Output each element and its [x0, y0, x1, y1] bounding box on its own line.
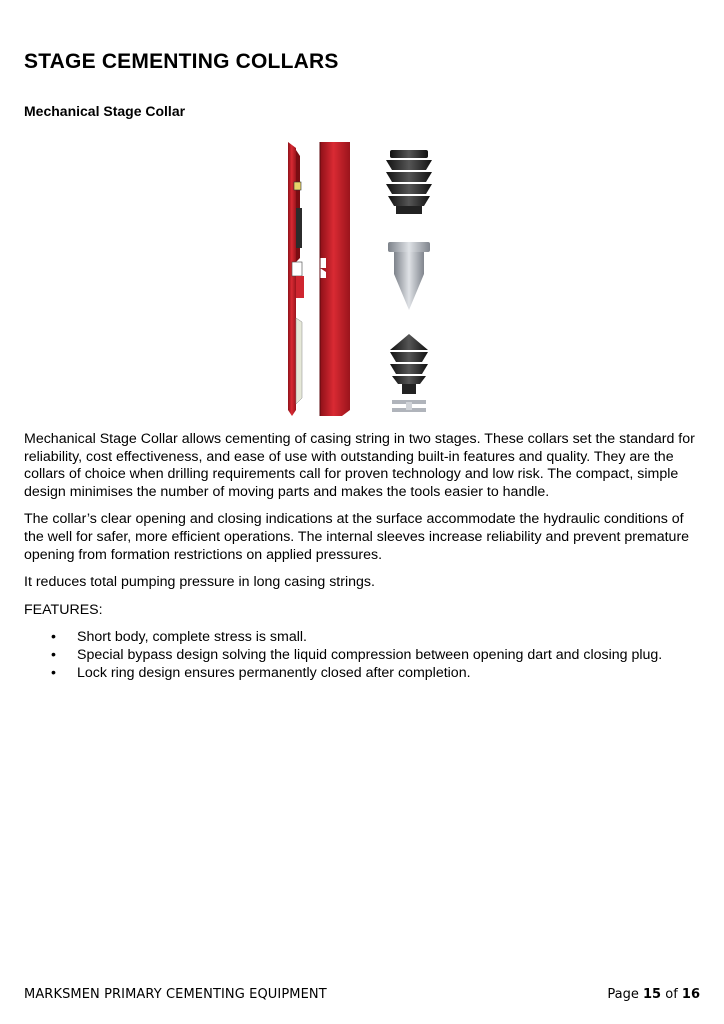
features-list [24, 629, 700, 682]
feature-text: Short body, complete stress is small. [77, 629, 307, 646]
footer-company: MARKSMEN PRIMARY CEMENTING EQUIPMENT [24, 987, 327, 1002]
feature-text: Lock ring design ensures permanently closed after completion. [77, 664, 471, 681]
opening-dart [388, 242, 430, 310]
bullet-icon: • [51, 646, 56, 663]
page-of: of [665, 987, 678, 1002]
page-label: Page [607, 987, 639, 1002]
paragraph: Mechanical Stage Collar allows cementing of casing string in two stages. These collars set the standard for reliability, cost effectiveness, and ease of use with outstanding built-in features and quality. They are the collars of choice when drilling requirements call for proven technology and low risk. The compact, simple design minimises the number of moving parts and makes the tools easier to handle. [24, 431, 695, 500]
closing-plug [386, 150, 432, 214]
description-body [24, 431, 700, 682]
feature-text: Special bypass design solving the liquid compression between opening dart and closing plug. [77, 646, 663, 663]
bypass-plug [390, 334, 428, 412]
paragraph: It reduces total pumping pressure in long casing strings. [24, 574, 375, 591]
page-number [607, 987, 700, 1002]
list-item [24, 665, 700, 683]
bullet-icon: • [51, 664, 56, 681]
list-item [24, 647, 700, 665]
paragraph: The collar’s clear opening and closing indications at the surface accommodate the hydraulic conditions of the well for safer, more efficient operations. The internal sleeves increase reliability and prevent premature opening from formation restrictions on applied pressures. [24, 511, 690, 563]
page-total: 16 [681, 987, 700, 1002]
page-current: 15 [643, 987, 662, 1002]
stage-collar-body [288, 142, 350, 416]
list-item [24, 629, 700, 647]
page-title: STAGE CEMENTING COLLARS [24, 50, 339, 73]
bullet-icon: • [51, 629, 56, 646]
section-subtitle: Mechanical Stage Collar [24, 103, 186, 119]
features-heading: FEATURES: [24, 601, 103, 618]
stage-collar-illustration [278, 138, 448, 420]
